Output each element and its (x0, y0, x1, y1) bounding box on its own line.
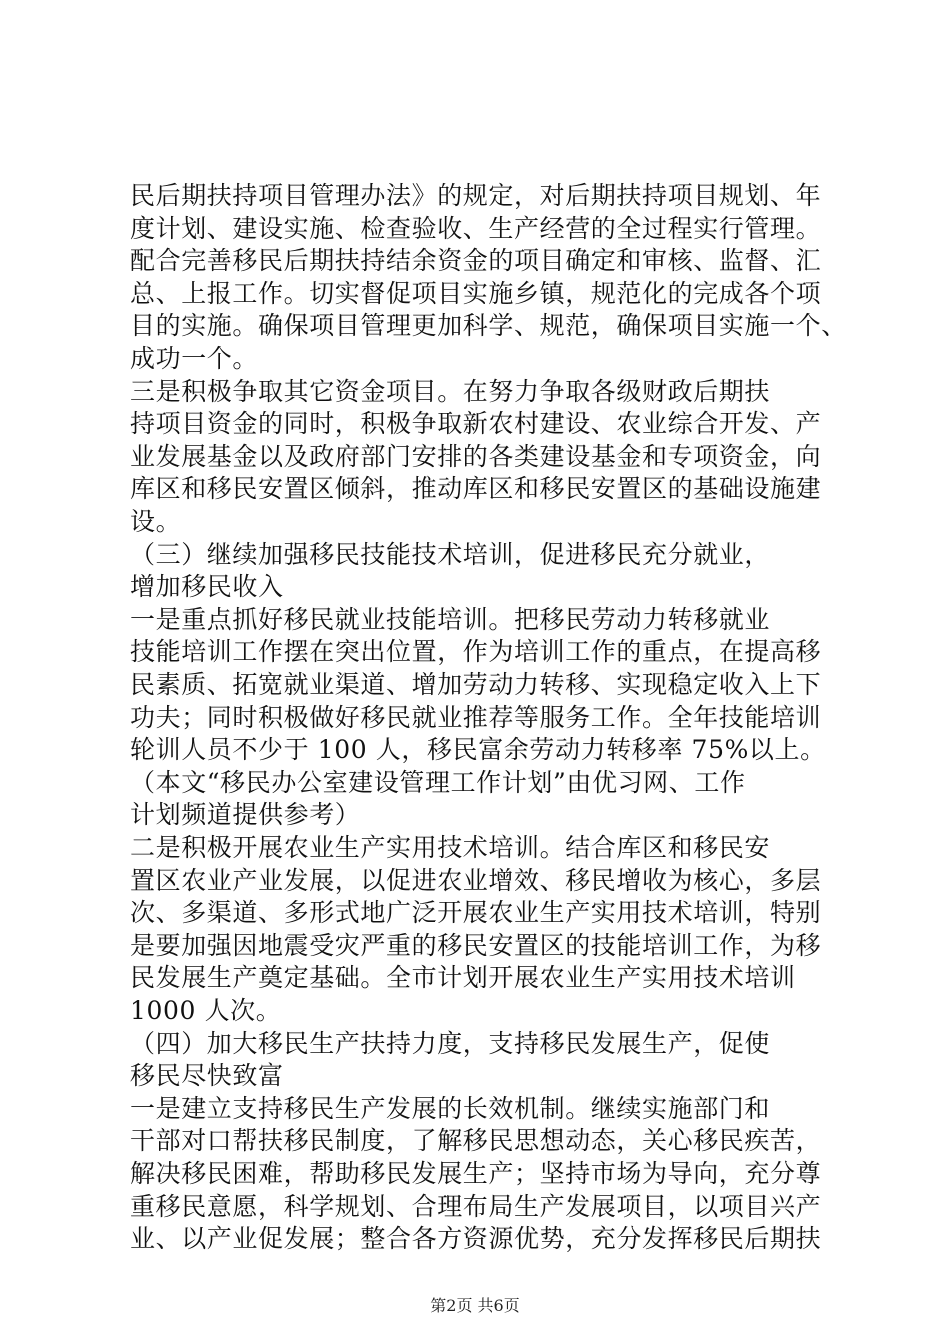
text-line: 三是积极争取其它资金项目。在努力争取各级财政后期扶 (130, 376, 771, 406)
text-line: 业、以产业促发展；整合各方资源优势，充分发挥移民后期扶 (130, 1224, 822, 1254)
text-line: 重移民意愿，科学规划、合理布局生产发展项目，以项目兴产 (130, 1191, 822, 1221)
text-line: 持项目资金的同时，积极争取新农村建设、农业综合开发、产 (130, 409, 822, 439)
text-line: 增加移民收入 (130, 572, 284, 602)
text-line: 业发展基金以及政府部门安排的各类建设基金和专项资金，向 (130, 441, 822, 471)
text-line: 一是建立支持移民生产发展的长效机制。继续实施部门和 (130, 1093, 771, 1123)
text-line: 目的实施。确保项目管理更加科学、规范，确保项目实施一个、 (130, 311, 847, 341)
text-line: 功夫；同时积极做好移民就业推荐等服务工作。全年技能培训 (130, 702, 822, 732)
text-line: 干部对口帮扶移民制度，了解移民思想动态，关心移民疾苦， (130, 1126, 822, 1156)
text-line: 设。 (130, 507, 182, 536)
text-line: 置区农业产业发展，以促进农业增效、移民增收为核心，多层 (130, 865, 822, 895)
text-line: 一是重点抓好移民就业技能培训。把移民劳动力转移就业 (130, 604, 771, 634)
text-line: 技能培训工作摆在突出位置，作为培训工作的重点，在提高移 (130, 637, 822, 667)
text-line: 民后期扶持项目管理办法》的规定，对后期扶持项目规划、年 (130, 181, 822, 210)
text-line: 库区和移民安置区倾斜，推动库区和移民安置区的基础设施建 (130, 474, 822, 504)
text-line: 度计划、建设实施、检查验收、生产经营的全过程实行管理。 (130, 213, 822, 243)
text-line: 成功一个。 (130, 344, 259, 373)
text-line: 解决移民困难，帮助移民发展生产；坚持市场为导向，充分尊 (130, 1159, 822, 1188)
text-line: 次、多渠道、多形式地广泛开展农业生产实用技术培训，特别 (130, 898, 822, 928)
text-line: 民素质、拓宽就业渠道、增加劳动力转移、实现稳定收入上下 (130, 670, 822, 699)
text-line: 1000 人次。 (130, 996, 282, 1025)
text-line: 民发展生产奠定基础。全市计划开展农业生产实用技术培训 (130, 963, 796, 993)
text-line: 是要加强因地震受灾严重的移民安置区的技能培训工作，为移 (130, 930, 822, 960)
text-line: 二是积极开展农业生产实用技术培训。结合库区和移民安 (130, 833, 771, 862)
text-line: （三）继续加强移民技能技术培训，促进移民充分就业， (130, 539, 771, 569)
text-line: 轮训人员不少于 100 人，移民富余劳动力转移率 75%以上。 (130, 735, 826, 765)
text-line: 计划频道提供参考） (130, 800, 361, 830)
text-line: （四）加大移民生产扶持力度，支持移民发展生产，促使 (130, 1028, 771, 1058)
page-footer: 第2页 共6页 (430, 1296, 520, 1315)
text-line: （本文“移民办公室建设管理工作计划”由优习网、工作 (130, 767, 746, 797)
text-line: 移民尽快致富 (130, 1061, 284, 1091)
text-line: 配合完善移民后期扶持结余资金的项目确定和审核、监督、汇 (130, 246, 822, 276)
text-line: 总、上报工作。切实督促项目实施乡镇，规范化的完成各个项 (130, 278, 822, 308)
